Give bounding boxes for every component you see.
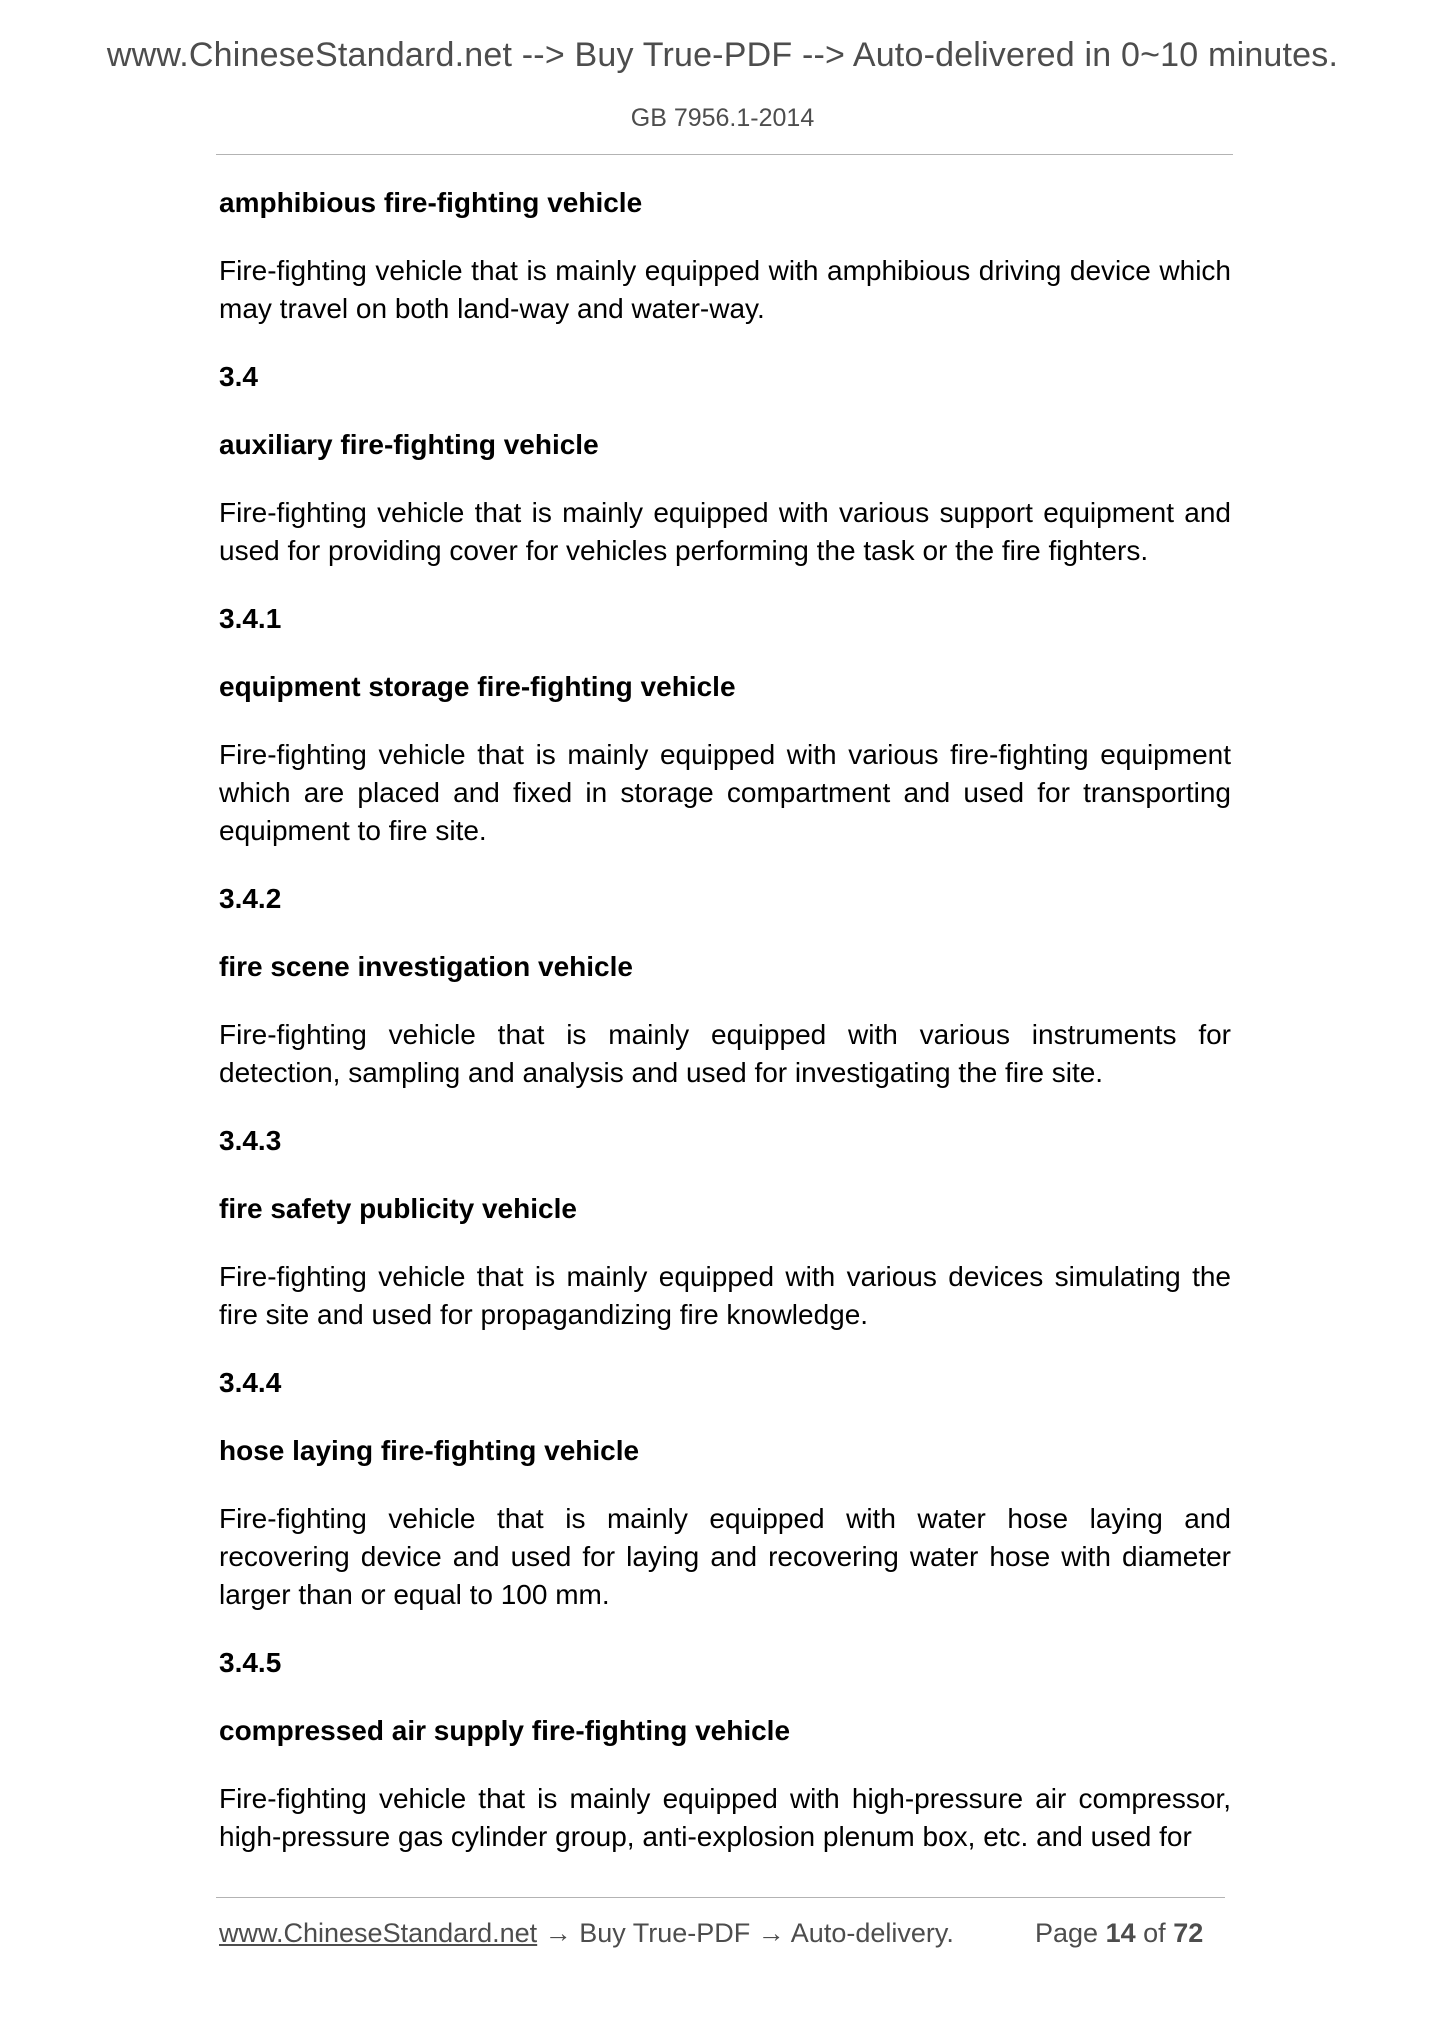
term-title: fire scene investigation vehicle [219,951,633,982]
term-title: equipment storage fire-fighting vehicle [219,671,736,702]
term-definition: Fire-fighting vehicle that is mainly equipped with high-pressure air compressor, high-pressure gas cylinder group, anti-explosion plenum box, etc. and used for [219,1783,1231,1852]
term-title: fire safety publicity vehicle [219,1193,577,1224]
clause-number: 3.4.4 [219,1367,282,1398]
term-title: auxiliary fire-fighting vehicle [219,429,599,460]
page-total: 72 [1173,1918,1204,1948]
footer-site-link[interactable]: www.ChineseStandard.net [219,1918,538,1948]
footer-buy-text: Buy True-PDF [579,1918,751,1948]
footer-links [219,1913,954,1953]
page-current: 14 [1105,1918,1136,1948]
clause-number: 3.4 [219,361,258,392]
term-definition: Fire-fighting vehicle that is mainly equipped with water hose laying and recovering device and used for laying and recovering water hose with diameter larger than or equal to 100 mm. [219,1503,1231,1610]
term-definition: Fire-fighting vehicle that is mainly equipped with various instruments for detection, sampling and analysis and used for investigating the fire site. [219,1019,1231,1088]
term-title: hose laying fire-fighting vehicle [219,1435,640,1466]
page-indicator [1035,1913,1203,1953]
footer-delivery-text: Auto-delivery. [790,1918,954,1948]
clause-number: 3.4.1 [219,603,282,634]
document-body [219,184,1231,1886]
term-definition: Fire-fighting vehicle that is mainly equipped with various support equipment and used for providing cover for vehicles performing the task or the fire fighters. [219,497,1231,566]
footer-divider [216,1897,1225,1898]
term-title: amphibious fire-fighting vehicle [219,187,643,218]
arrow-right-icon: → [757,1918,785,1948]
term-definition: Fire-fighting vehicle that is mainly equipped with various devices simulating the fire site and used for propagandizing fire knowledge. [219,1261,1231,1330]
page-label: Page [1035,1918,1099,1948]
arrow-right-icon: → [544,1918,572,1948]
clause-number: 3.4.2 [219,883,282,914]
header-banner: www.ChineseStandard.net --> Buy True-PDF --> Auto-delivered in 0~10 minutes. [106,36,1339,74]
term-definition: Fire-fighting vehicle that is mainly equipped with amphibious driving device which may travel on both land-way and water-way. [219,255,1231,324]
clause-number: 3.4.3 [219,1125,282,1156]
header-divider [216,154,1233,155]
term-title: compressed air supply fire-fighting vehicle [219,1715,791,1746]
of-label: of [1143,1918,1166,1948]
term-definition: Fire-fighting vehicle that is mainly equipped with various fire-fighting equipment which are placed and fixed in storage compartment and used for transporting equipment to fire site. [219,739,1231,846]
standard-number: GB 7956.1-2014 [630,104,815,132]
clause-number: 3.4.5 [219,1647,282,1678]
